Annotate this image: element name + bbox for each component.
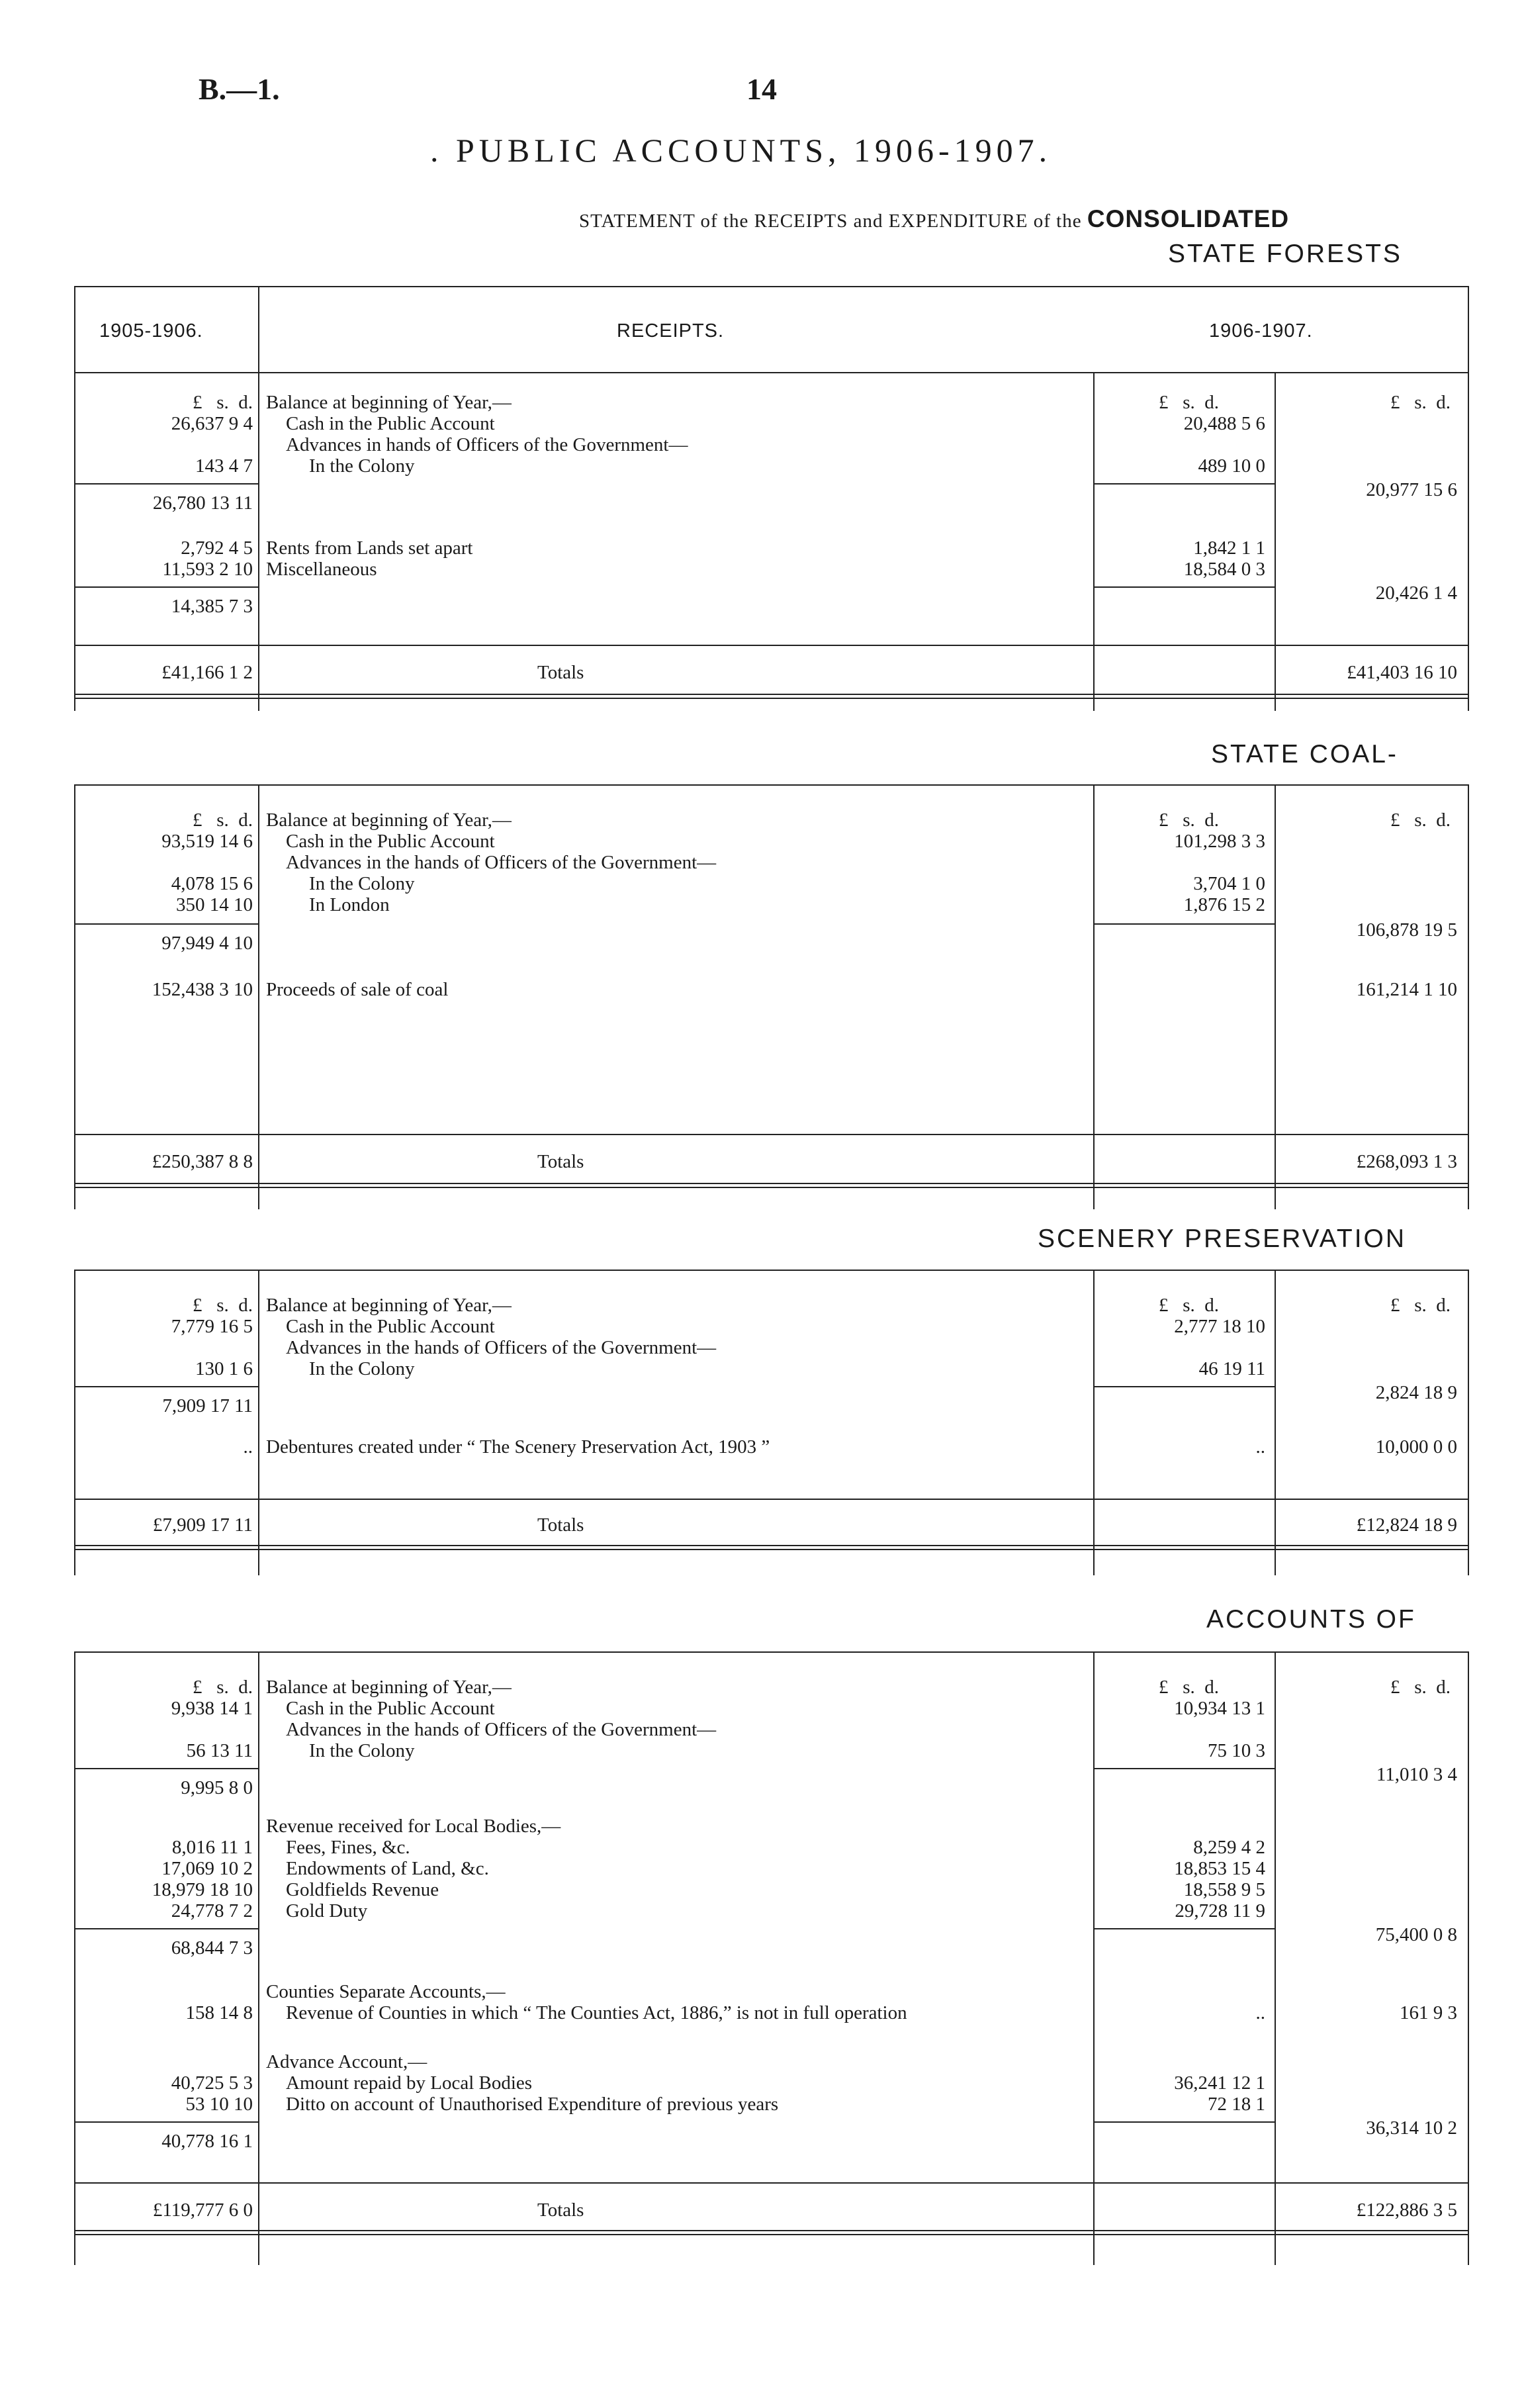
table-right-edge xyxy=(1468,786,1469,1209)
amount: 36,241 12 1 xyxy=(1174,2072,1265,2094)
amount: 130 1 6 xyxy=(195,1358,253,1379)
money-header: £ s. d. xyxy=(1390,392,1451,413)
row-label: Advance Account,— xyxy=(266,2051,427,2072)
totals-label: Totals xyxy=(537,662,584,683)
rule xyxy=(74,2121,258,2123)
amount: 24,778 7 2 xyxy=(171,1900,253,1922)
money-header: £ s. d. xyxy=(192,1295,253,1316)
row-label: Fees, Fines, &c. xyxy=(286,1837,410,1858)
row-label: Balance at beginning of Year,— xyxy=(266,1295,512,1316)
rule xyxy=(1093,2121,1275,2123)
subtotal: 9,995 8 0 xyxy=(181,1777,253,1798)
header-cur-year: 1906-1907. xyxy=(1209,320,1313,342)
col-divider xyxy=(1275,372,1276,711)
header-receipts: RECEIPTS. xyxy=(617,320,725,342)
page-number: 14 xyxy=(746,72,777,106)
rule xyxy=(74,645,1469,646)
total: £41,166 1 2 xyxy=(161,662,253,683)
subtotal: 11,010 3 4 xyxy=(1376,1764,1457,1785)
rule xyxy=(1093,1928,1275,1929)
row-label: Revenue received for Local Bodies,— xyxy=(266,1816,561,1837)
amount: 53 10 10 xyxy=(185,2094,253,2115)
row-label: Advances in the hands of Officers of the Government— xyxy=(286,1719,717,1740)
amount: 4,078 15 6 xyxy=(171,873,253,894)
statement-prefix: STATEMENT of the RECEIPTS and EXPENDITURE of the xyxy=(579,210,1082,232)
coal-table xyxy=(74,784,1469,1209)
amount: 1,876 15 2 xyxy=(1183,894,1265,915)
amount: 3,704 1 0 xyxy=(1193,873,1265,894)
row-label: Balance at beginning of Year,— xyxy=(266,810,512,831)
amount: 8,259 4 2 xyxy=(1193,1837,1265,1858)
row-label: Advances in the hands of Officers of the Government— xyxy=(286,1337,717,1358)
double-rule xyxy=(74,694,1469,699)
money-header: £ s. d. xyxy=(1158,810,1219,831)
row-label: Balance at beginning of Year,— xyxy=(266,392,512,413)
amount: 26,637 9 4 xyxy=(171,413,253,434)
total: £41,403 16 10 xyxy=(1347,662,1457,683)
table-right-edge xyxy=(1468,1653,1469,2265)
col-divider xyxy=(1275,1653,1276,2265)
row-label: Cash in the Public Account xyxy=(286,1698,495,1719)
table-left-edge xyxy=(74,1271,75,1575)
amount: .. xyxy=(243,1436,253,1458)
forests-table xyxy=(74,286,1469,711)
amount: 10,000 0 0 xyxy=(1375,1436,1457,1458)
col-divider xyxy=(1275,1271,1276,1575)
section-title-coal: STATE COAL- xyxy=(1211,740,1398,768)
row-label: Endowments of Land, &c. xyxy=(286,1858,489,1879)
table-right-edge xyxy=(1468,1271,1469,1575)
amount: 9,938 14 1 xyxy=(171,1698,253,1719)
rule xyxy=(74,1928,258,1929)
rule xyxy=(1093,923,1275,925)
total: £250,387 8 8 xyxy=(152,1151,253,1172)
amount: 18,558 9 5 xyxy=(1183,1879,1265,1900)
rule xyxy=(1093,1768,1275,1769)
amount: 11,593 2 10 xyxy=(162,559,253,580)
scenery-table xyxy=(74,1270,1469,1575)
table-left-edge xyxy=(74,1653,75,2265)
amount: 489 10 0 xyxy=(1198,455,1265,477)
amount: .. xyxy=(1255,1436,1265,1458)
col-divider xyxy=(258,1653,259,2265)
totals-label: Totals xyxy=(537,2200,584,2221)
money-header: £ s. d. xyxy=(192,810,253,831)
section-title-forests: STATE FORESTS xyxy=(1168,240,1402,268)
col-divider xyxy=(1093,786,1095,1209)
row-label: In the Colony xyxy=(309,1740,415,1761)
amount: 7,779 16 5 xyxy=(171,1316,253,1337)
money-header: £ s. d. xyxy=(1158,1295,1219,1316)
total: £122,886 3 5 xyxy=(1356,2200,1457,2221)
amount: .. xyxy=(1255,2002,1265,2023)
total: £12,824 18 9 xyxy=(1356,1514,1457,1536)
amount: 161,214 1 10 xyxy=(1356,979,1457,1000)
row-label: Rents from Lands set apart xyxy=(266,537,473,559)
row-label: Miscellaneous xyxy=(266,559,377,580)
money-header: £ s. d. xyxy=(1158,1677,1219,1698)
subtotal: 106,878 19 5 xyxy=(1356,919,1457,941)
money-header: £ s. d. xyxy=(1390,810,1451,831)
row-label: Advances in the hands of Officers of the Government— xyxy=(286,852,717,873)
statement-bold: CONSOLIDATED xyxy=(1087,205,1290,232)
section-title-scenery: SCENERY PRESERVATION xyxy=(1038,1225,1407,1253)
col-divider xyxy=(1093,1653,1095,2265)
row-label: Cash in the Public Account xyxy=(286,1316,495,1337)
amount: 143 4 7 xyxy=(195,455,253,477)
table-left-edge xyxy=(74,786,75,1209)
rule xyxy=(1093,1386,1275,1387)
row-label: Cash in the Public Account xyxy=(286,413,495,434)
amount: 46 19 11 xyxy=(1198,1358,1265,1379)
amount: 20,488 5 6 xyxy=(1183,413,1265,434)
column-header-row xyxy=(74,287,1469,373)
row-label: Counties Separate Accounts,— xyxy=(266,1981,506,2002)
amount: 72 18 1 xyxy=(1208,2094,1265,2115)
page-title: . PUBLIC ACCOUNTS, 1906-1907. xyxy=(430,132,1052,169)
double-rule xyxy=(74,1183,1469,1188)
money-header: £ s. d. xyxy=(1158,392,1219,413)
totals-label: Totals xyxy=(537,1151,584,1172)
col-divider xyxy=(258,1271,259,1575)
subtotal: 7,909 17 11 xyxy=(162,1395,253,1416)
subtotal: 20,426 1 4 xyxy=(1375,582,1457,604)
total: £7,909 17 11 xyxy=(152,1514,253,1536)
statement-heading xyxy=(579,205,1289,233)
amount: 152,438 3 10 xyxy=(152,979,253,1000)
row-label: Balance at beginning of Year,— xyxy=(266,1677,512,1698)
row-label: Gold Duty xyxy=(286,1900,368,1922)
table-right-edge xyxy=(1468,287,1469,711)
col-divider xyxy=(258,287,259,711)
rule xyxy=(74,483,258,485)
amount: 75 10 3 xyxy=(1208,1740,1265,1761)
row-label: Revenue of Counties in which “ The Counties Act, 1886,” is not in full operation xyxy=(286,2002,907,2023)
document-code: B.—1. xyxy=(199,72,280,106)
col-divider xyxy=(1093,372,1095,711)
subtotal: 20,977 15 6 xyxy=(1366,479,1457,500)
rule xyxy=(74,2182,1469,2184)
amount: 2,792 4 5 xyxy=(181,537,253,559)
amount: 350 14 10 xyxy=(176,894,253,915)
row-label: Debentures created under “ The Scenery Preservation Act, 1903 ” xyxy=(266,1436,770,1458)
row-label: Cash in the Public Account xyxy=(286,831,495,852)
row-label: Ditto on account of Unauthorised Expenditure of previous years xyxy=(286,2094,779,2115)
section-title-accounts: ACCOUNTS OF xyxy=(1206,1605,1416,1634)
amount: 101,298 3 3 xyxy=(1174,831,1265,852)
row-label: In the Colony xyxy=(309,873,415,894)
row-label: Goldfields Revenue xyxy=(286,1879,439,1900)
amount: 93,519 14 6 xyxy=(161,831,253,852)
row-label: Proceeds of sale of coal xyxy=(266,979,449,1000)
row-label: Amount repaid by Local Bodies xyxy=(286,2072,533,2094)
amount: 56 13 11 xyxy=(186,1740,253,1761)
subtotal: 75,400 0 8 xyxy=(1375,1924,1457,1945)
subtotal: 26,780 13 11 xyxy=(152,492,253,514)
money-header: £ s. d. xyxy=(1390,1677,1451,1698)
money-header: £ s. d. xyxy=(192,392,253,413)
row-label: In the Colony xyxy=(309,1358,415,1379)
amount: 161 9 3 xyxy=(1400,2002,1457,2023)
subtotal: 36,314 10 2 xyxy=(1366,2117,1457,2139)
amount: 2,777 18 10 xyxy=(1174,1316,1265,1337)
subtotal: 14,385 7 3 xyxy=(171,596,253,617)
total: £268,093 1 3 xyxy=(1356,1151,1457,1172)
amount: 17,069 10 2 xyxy=(161,1858,253,1879)
subtotal: 97,949 4 10 xyxy=(161,933,253,954)
row-label: In London xyxy=(309,894,390,915)
rule xyxy=(74,586,258,588)
row-label: Advances in hands of Officers of the Government— xyxy=(286,434,688,455)
double-rule xyxy=(74,2230,1469,2235)
amount: 18,853 15 4 xyxy=(1174,1858,1265,1879)
amount: 1,842 1 1 xyxy=(1193,537,1265,559)
header-prev-year: 1905-1906. xyxy=(99,320,203,342)
rule xyxy=(74,923,258,925)
row-label: In the Colony xyxy=(309,455,415,477)
col-divider xyxy=(1275,786,1276,1209)
amount: 158 14 8 xyxy=(185,2002,253,2023)
col-divider xyxy=(1093,1271,1095,1575)
amount: 40,725 5 3 xyxy=(171,2072,253,2094)
subtotal: 40,778 16 1 xyxy=(161,2131,253,2152)
totals-label: Totals xyxy=(537,1514,584,1536)
rule xyxy=(74,1134,1469,1135)
rule xyxy=(74,1386,258,1387)
subtotal: 2,824 18 9 xyxy=(1375,1382,1457,1403)
double-rule xyxy=(74,1545,1469,1550)
accounts-table xyxy=(74,1651,1469,2265)
amount: 8,016 11 1 xyxy=(171,1837,253,1858)
subtotal: 68,844 7 3 xyxy=(171,1937,253,1959)
amount: 18,979 18 10 xyxy=(152,1879,253,1900)
amount: 29,728 11 9 xyxy=(1175,1900,1265,1922)
amount: 18,584 0 3 xyxy=(1183,559,1265,580)
money-header: £ s. d. xyxy=(1390,1295,1451,1316)
rule xyxy=(74,1768,258,1769)
rule xyxy=(1093,483,1275,485)
rule xyxy=(1093,586,1275,588)
amount: 10,934 13 1 xyxy=(1174,1698,1265,1719)
col-divider xyxy=(258,786,259,1209)
table-left-edge xyxy=(74,287,75,711)
money-header: £ s. d. xyxy=(192,1677,253,1698)
rule xyxy=(74,1499,1469,1500)
total: £119,777 6 0 xyxy=(152,2200,253,2221)
